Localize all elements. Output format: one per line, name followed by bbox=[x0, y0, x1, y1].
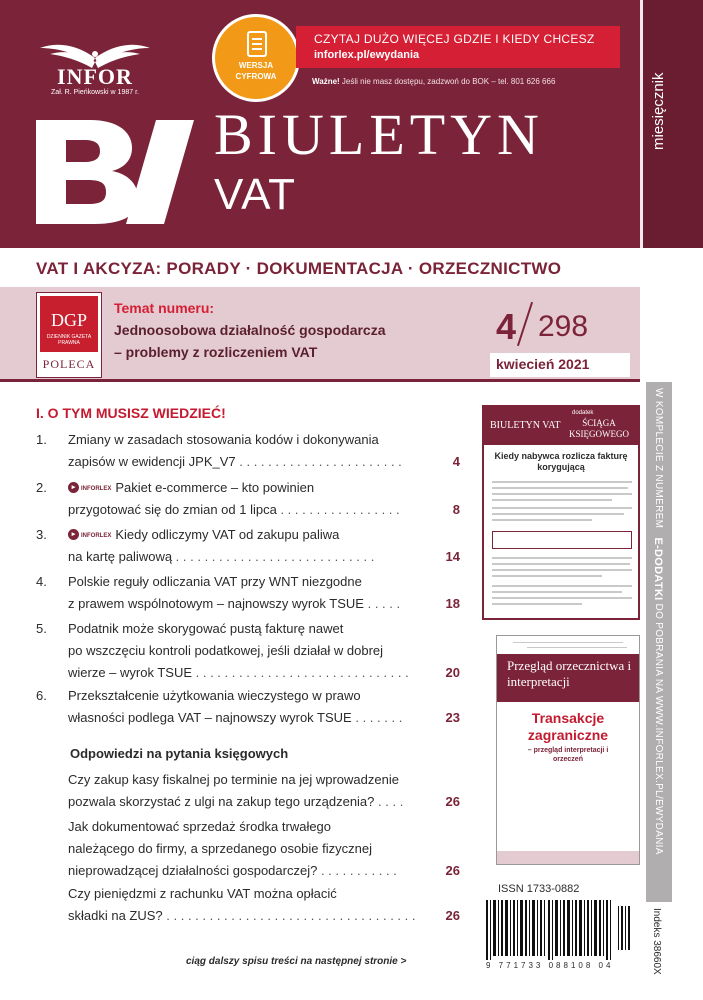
inforlex-tag bbox=[68, 479, 111, 499]
note-bold: Ważne! bbox=[312, 77, 340, 86]
leader-dots: . . . . . . . . . . . . . . . . . . . . . . . . . . . . . . bbox=[192, 665, 409, 680]
toc-line: Kiedy odliczymy VAT od zakupu paliwa bbox=[115, 527, 340, 542]
leader-dots: . . . . . . . . . . . . . . . . . bbox=[276, 502, 400, 517]
inforlex-tag bbox=[68, 526, 111, 546]
e-supplements-text bbox=[652, 388, 664, 855]
dgp-recommends-logo bbox=[36, 292, 102, 378]
leader-dots: . . . . . . . . . . . . . . . . . . . . . . . bbox=[235, 454, 402, 469]
toc-line-wrap bbox=[68, 663, 409, 683]
dgp-recommends: POLECA bbox=[42, 357, 96, 371]
index-text: Indeks 38660X bbox=[651, 908, 662, 975]
topic-label: Temat numeru: bbox=[114, 300, 215, 316]
toc-page: 4 bbox=[452, 454, 460, 469]
supplement-thumbnail[interactable] bbox=[482, 405, 640, 620]
qa-line-wrap bbox=[68, 861, 397, 881]
toc-line-wrap bbox=[68, 525, 339, 546]
thumb2-footer bbox=[497, 851, 639, 865]
qa-line: nieprowadzącej działalności gospodarczej? bbox=[68, 863, 318, 878]
toc-line: przygotować się do zmian od 1 lipca bbox=[68, 502, 277, 517]
badge-line1: WERSJA bbox=[238, 61, 274, 70]
tagline: VAT I AKCYZA: PORADY · DOKUMENTACJA · ORZECZNICTWO bbox=[36, 259, 562, 278]
toc-line-wrap bbox=[68, 478, 314, 499]
toc-num: 3. bbox=[36, 527, 47, 542]
strip-rest: DO POBRANIA NA WWW.INFORLEX.PL/EWYDANIA bbox=[653, 603, 664, 855]
qa-line-wrap bbox=[68, 792, 403, 812]
topic-bar-line bbox=[0, 379, 640, 382]
thumb2-title: Transakcje zagraniczne bbox=[527, 710, 609, 743]
note-rest: Jeśli nie masz dostępu, zadzwoń do BOK – tel. 801 626 666 bbox=[339, 77, 556, 86]
topic-line1: Jednoosobowa działalność gospodarcza bbox=[114, 322, 386, 338]
toc-line: na kartę paliwową bbox=[68, 549, 173, 564]
leader-dots: . . . . bbox=[374, 794, 404, 809]
thumb2-header-text: Przegląd orzecznictwa i interpretacji bbox=[507, 658, 632, 689]
barcode-icon bbox=[484, 900, 634, 960]
toc-page: 23 bbox=[445, 710, 460, 725]
leader-dots: . . . . . . . . . . . . . . . . . . . . . . . . . . . . . . . . . . . bbox=[162, 908, 416, 923]
play-icon: ▸ bbox=[68, 529, 79, 540]
inforlex-text: INFORLEX bbox=[81, 485, 112, 492]
issue-total: 298 bbox=[538, 310, 589, 343]
thumb1-title: ŚCIĄGA KSIĘGOWEGO bbox=[569, 418, 629, 439]
dgp-small-text: DZIENNIK GAZETA PRAWNA bbox=[46, 334, 92, 346]
toc-page: 8 bbox=[452, 502, 460, 517]
frequency-label: miesięcznik bbox=[650, 72, 667, 150]
promo-line1: CZYTAJ DUŻO WIĘCEJ GDZIE I KIEDY CHCESZ bbox=[314, 32, 595, 46]
strip-bold: E-DODATKI bbox=[652, 537, 664, 601]
toc-line: Polskie reguły odliczania VAT przy WNT niezgodne bbox=[68, 574, 362, 589]
magazine-title: BIULETYN bbox=[214, 102, 544, 167]
qa-page: 26 bbox=[445, 908, 460, 923]
toc-num: 5. bbox=[36, 621, 47, 636]
toc-line: Zmiany w zasadach stosowania kodów i dokonywania bbox=[68, 432, 379, 447]
leader-dots: . . . . . bbox=[363, 596, 401, 611]
toc-line-wrap bbox=[68, 708, 402, 728]
toc-line-wrap bbox=[68, 547, 374, 567]
qa-line: Czy pieniędzmi z rachunku VAT można opłacić bbox=[68, 886, 337, 901]
qa-line: należącego do firmy, a sprzedanego osobie fizycznej bbox=[68, 841, 372, 856]
b-slash-logo-icon bbox=[32, 118, 200, 226]
continued-note[interactable]: ciąg dalszy spisu treści na następnej stronie > bbox=[186, 956, 407, 967]
dgp-logo-text: DGP bbox=[50, 310, 87, 330]
toc-line: z prawem wspólnotowym – najnowszy wyrok TSUE bbox=[68, 596, 364, 611]
toc-line: Pakiet e-commerce – kto powinien bbox=[115, 480, 315, 495]
issn: ISSN 1733-0882 bbox=[498, 883, 580, 895]
promo-box[interactable] bbox=[296, 26, 620, 68]
issue-number: 4 bbox=[496, 306, 517, 347]
thumb1-heading: Kiedy nabywca rozlicza fakturę korygującą bbox=[494, 451, 628, 472]
qa-line: pozwala skorzystać z ulgi na zakup tego urządzenia? bbox=[68, 794, 375, 809]
leader-dots: . . . . . . . bbox=[351, 710, 403, 725]
thumb1-header bbox=[484, 407, 638, 445]
barcode-number: 9 771733 088108 04 bbox=[486, 961, 614, 970]
toc-line-wrap bbox=[68, 594, 400, 614]
leader-dots: . . . . . . . . . . . bbox=[317, 863, 397, 878]
leader-dots: . . . . . . . . . . . . . . . . . . . . . . . . . . . . bbox=[172, 549, 375, 564]
toc-num: 6. bbox=[36, 688, 47, 703]
qa-page: 26 bbox=[445, 863, 460, 878]
toc-line-wrap bbox=[68, 500, 400, 520]
strip-plain: W KOMPLECIE Z NUMEREM bbox=[653, 388, 664, 529]
publisher-name: INFOR bbox=[57, 64, 133, 89]
access-note bbox=[312, 77, 555, 86]
magazine-subtitle: VAT bbox=[214, 170, 297, 219]
index-box bbox=[646, 906, 672, 975]
thumb2-header bbox=[497, 654, 639, 702]
publisher-sub: Zał. R. Pieńkowski w 1987 r. bbox=[51, 89, 139, 96]
toc-line: po wszczęciu kontroli podatkowej, jeśli działał w dobrej bbox=[68, 643, 384, 658]
thumb1-brand: BIULETYN VAT bbox=[490, 420, 561, 431]
digital-version-badge[interactable] bbox=[212, 14, 300, 102]
thumb2-subtitle: – przegląd interpretacji i orzeczeń bbox=[527, 747, 609, 763]
inforlex-text: INFORLEX bbox=[81, 532, 112, 539]
e-supplements-strip bbox=[646, 382, 672, 902]
toc-page: 20 bbox=[445, 665, 460, 680]
qa-page: 26 bbox=[445, 794, 460, 809]
toc-num: 1. bbox=[36, 432, 47, 447]
toc-line: zapisów w ewidencji JPK_V7 bbox=[68, 454, 236, 469]
toc-line: Podatnik może skorygować pustą fakturę nawet bbox=[68, 621, 344, 636]
play-icon: ▸ bbox=[68, 482, 79, 493]
tablet-icon bbox=[247, 31, 267, 57]
toc-num: 2. bbox=[36, 480, 47, 495]
toc-num: 4. bbox=[36, 574, 47, 589]
topic-line2: – problemy z rozliczeniem VAT bbox=[114, 344, 318, 360]
badge-line2: CYFROWA bbox=[235, 72, 277, 81]
thumb1-highlight-box bbox=[492, 531, 632, 549]
toc-line: własności podlega VAT – najnowszy wyrok TSUE bbox=[68, 710, 352, 725]
qa-line-wrap bbox=[68, 906, 415, 926]
toc-line: wierze – wyrok TSUE bbox=[68, 665, 193, 680]
toc-page: 14 bbox=[445, 549, 460, 564]
toc-section-title: I. O TYM MUSISZ WIEDZIEĆ! bbox=[36, 405, 226, 421]
strip-separator bbox=[640, 0, 643, 248]
toc-page: 18 bbox=[445, 596, 460, 611]
qa-line: składki na ZUS? bbox=[68, 908, 163, 923]
qa-line: Czy zakup kasy fiskalnej po terminie na jej wprowadzenie bbox=[68, 772, 399, 787]
promo-url[interactable]: inforlex.pl/ewydania bbox=[314, 49, 420, 61]
qa-line: Jak dokumentować sprzedaż środka trwałego bbox=[68, 819, 332, 834]
thumb1-label: dodatek bbox=[572, 410, 594, 416]
issue-date: kwiecień 2021 bbox=[490, 353, 630, 377]
toc-line: Przekształcenie użytkowania wieczystego w prawo bbox=[68, 688, 361, 703]
review-thumbnail[interactable] bbox=[496, 635, 640, 865]
qa-section-title: Odpowiedzi na pytania księgowych bbox=[70, 746, 289, 761]
toc-line-wrap bbox=[68, 452, 402, 472]
